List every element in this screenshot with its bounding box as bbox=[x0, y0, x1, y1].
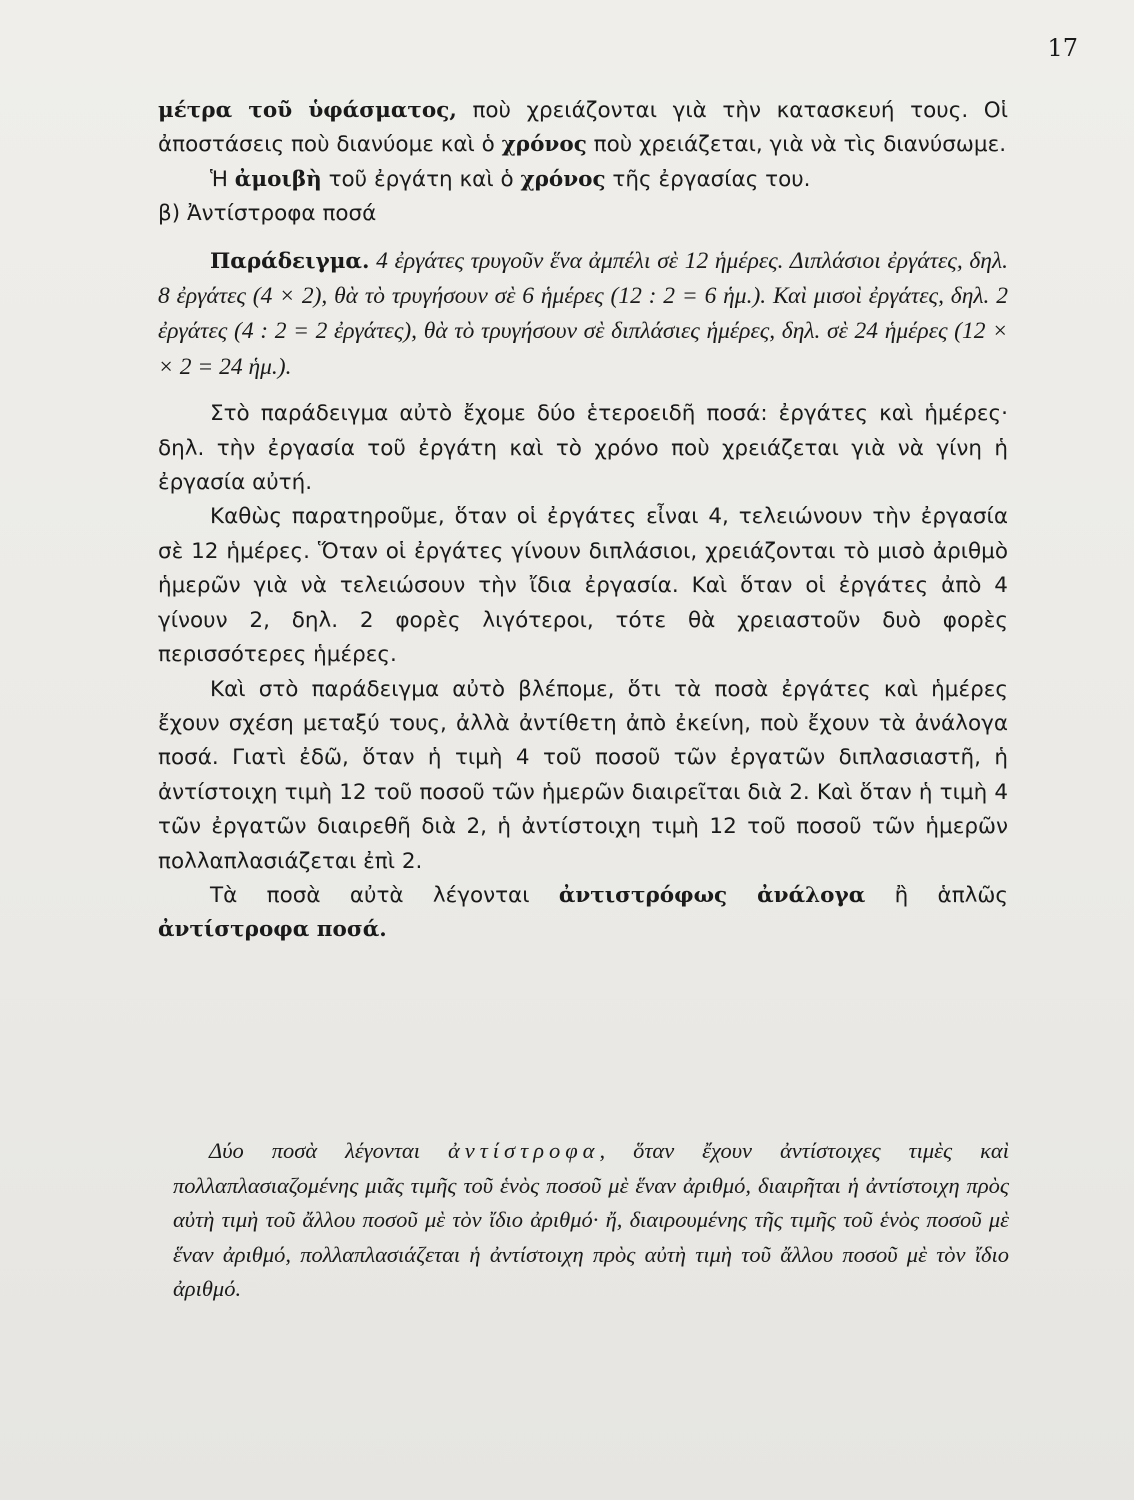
paragraph-5: Καθὼς παρατηροῦμε, ὅταν οἱ ἐργάτες εἶναι 4, τελειώνουν τὴν ἐργασία σὲ 12 ἡμέρες. Ὅταν οἱ ἐργάτες γίνουν διπλάσιοι, χρειάζονται τὸ μισὸ ἀριθμὸ ἡμερῶν γιὰ νὰ τελειώσουν τὴν ἴδια ἐργασία. Καὶ ὅταν οἱ ἐργάτες ἀπὸ 4 γίνουν 2, δηλ. 2 φορὲς λιγότεροι, τότε θὰ χρειαστοῦν δυὸ φορὲς περισσότερες ἡμέρες. bbox=[158, 504, 1008, 668]
section-heading: β) Ἀντίστροφα ποσά bbox=[158, 201, 377, 227]
paragraph-6: Καὶ στὸ παράδειγμα αὐτὸ βλέπομε, ὅτι τὰ ποσὰ ἐργάτες καὶ ἡμέρες ἔχουν σχέση μεταξύ τους, ἀλλὰ ἀντίθετη ἀπὸ ἐκείνη, ποὺ ἔχουν τὰ ἀνάλογα ποσά. Γιατὶ ἐδῶ, ὅταν ἡ τιμὴ 4 τοῦ ποσοῦ τῶν ἐργατῶν διπλασιαστῆ, ἡ ἀντίστοιχη τιμὴ 12 τοῦ ποσοῦ τῶν ἡμερῶν διαιρεῖται διὰ 2. Καὶ ὅταν ἡ τιμὴ 4 τῶν ἐργατῶν διαιρεθῆ διὰ 2, ἡ ἀντίστοιχη τιμὴ 12 τοῦ ποσοῦ τῶν ἡμερῶν πολλαπλασιάζεται ἐπὶ 2. bbox=[158, 676, 1008, 874]
bold-term: χρόνος bbox=[520, 166, 606, 192]
example-label: Παράδειγμα. bbox=[210, 248, 370, 274]
bold-term: ἀντίστροφα ποσά. bbox=[158, 917, 387, 943]
example-paragraph: Παράδειγμα. 4 ἐργάτες τρυγοῦν ἕνα ἀμπέλι σὲ 12 ἡμέρες. Διπλάσιοι ἐργάτες, δηλ. 8 ἐργάτες (4 × 2), θὰ τὸ τρυγήσουν σὲ 6 ἡμέρες (12 : 2 = 6 ἡμ.). Καὶ μισοὶ ἐργάτες, δηλ. 2 ἐργάτες (4 : 2 = 2 ἐργάτες), θὰ τὸ τρυγήσουν σὲ διπλάσιες ἡμέρες, δηλ. σὲ 24 ἡμέρες (12 × × 2 = 24 ἡμ.). bbox=[158, 247, 1008, 380]
paragraph-4: Στὸ παράδειγμα αὐτὸ ἔχομε δύο ἑτεροειδῆ ποσά: ἐργάτες καὶ ἡμέρες· δηλ. τὴν ἐργασία τοῦ ἐργάτη καὶ τὸ χρόνο ποὺ χρειάζεται γιὰ νὰ γίνη ἡ ἐργασία αὐτή. bbox=[158, 401, 1008, 496]
definition-text: Δύο ποσὰ λέγονται ἀντίστροφα, ὅταν ἔχουν ἀντίστοιχες τιμὲς καὶ πολλαπλασιαζομένης μιᾶς τιμῆς τοῦ ἑνὸς ποσοῦ μὲ ἕναν ἀριθμό, διαιρῆται ἡ ἀντίστοιχη πρὸς αὐτὴ τιμὴ τοῦ ἄλλου ποσοῦ μὲ τὸν ἴδιο ἀριθμό· ἤ, διαιρουμένης τῆς τιμῆς τοῦ ἑνὸς ποσοῦ μὲ ἕναν ἀριθμό, πολλαπλασιάζεται ἡ ἀντίστοιχη πρὸς αὐτὴ τιμὴ τοῦ ἄλλου ποσοῦ μὲ τὸν ἴδιο ἀριθμό. bbox=[173, 1138, 1009, 1302]
bold-term: ἀμοιβὴ bbox=[234, 166, 322, 192]
page-number: 17 bbox=[1047, 34, 1078, 62]
paragraph-1: μέτρα τοῦ ὑφάσματος, ποὺ χρειάζονται γιὰ τὴν κατασκευή τους. Οἱ ἀποστάσεις ποὺ διανύομε καὶ ὁ χρόνος ποὺ χρειάζεται, γιὰ νὰ τὶς διανύσωμε. bbox=[158, 98, 1008, 158]
bold-term: μέτρα τοῦ ὑφάσματος, bbox=[158, 98, 457, 123]
paragraph-7: Τὰ ποσὰ αὐτὰ λέγονται ἀντιστρόφως ἀνάλογα ἢ ἁπλῶς ἀντίστροφα ποσά. bbox=[158, 882, 1008, 943]
bold-term: ἀντιστρόφως ἀνάλογα bbox=[558, 882, 866, 908]
bold-term: χρόνος bbox=[501, 132, 587, 158]
body-text bbox=[158, 94, 1008, 948]
definition-block bbox=[173, 1134, 1009, 1307]
paragraph-2: Ἡ ἀμοιβὴ τοῦ ἐργάτη καὶ ὁ χρόνος τῆς ἐργασίας του. bbox=[210, 166, 811, 192]
spaced-term: ἀντίστροφα bbox=[447, 1138, 600, 1163]
